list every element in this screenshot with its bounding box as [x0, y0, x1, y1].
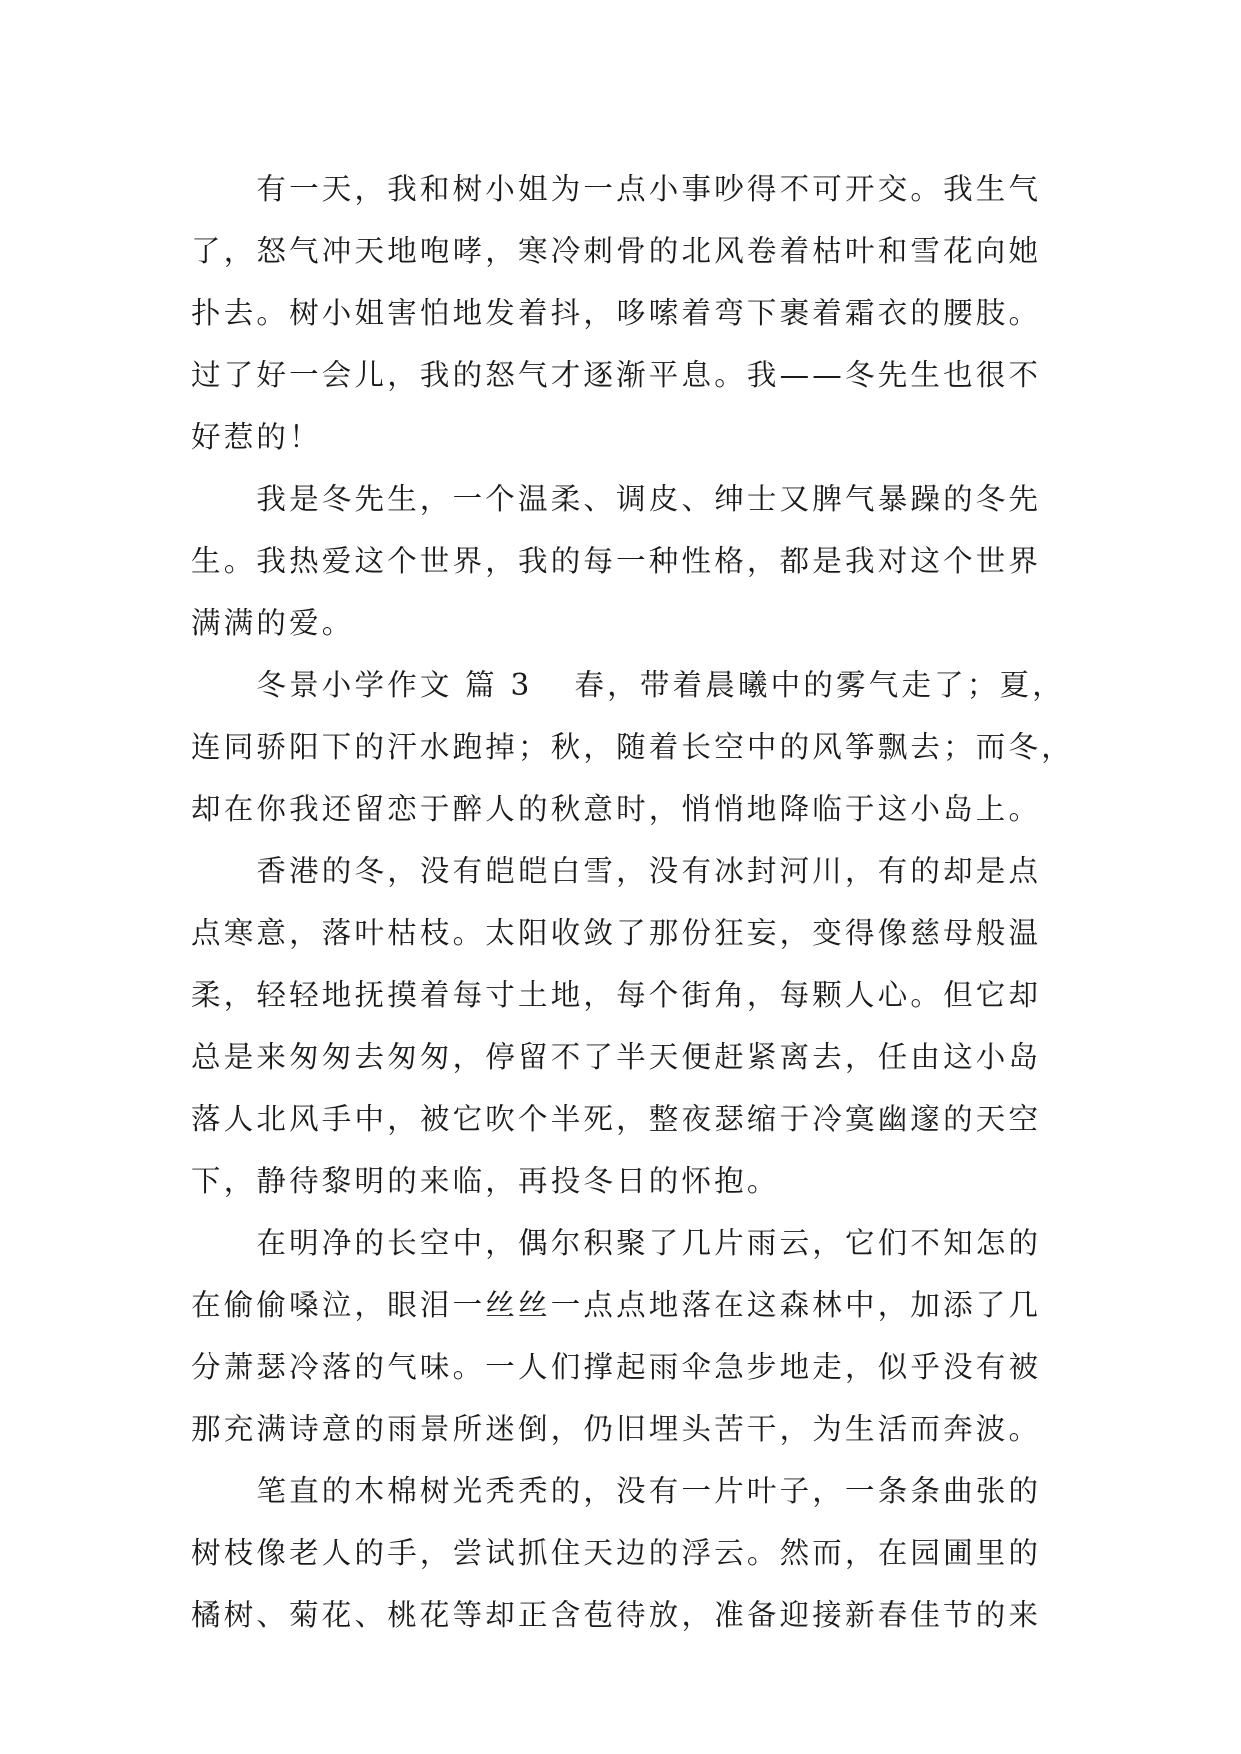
text-line: 扑去。树小姐害怕地发着抖，哆嗦着弯下裹着霜衣的腰肢。	[191, 296, 1042, 330]
section-heading: 冬景小学作文 篇 3	[191, 668, 533, 702]
text-line: 橘树、菊花、桃花等却正含苞待放，准备迎接新春佳节的来	[191, 1598, 1042, 1632]
text-line: 点寒意，落叶枯枝。太阳收敛了那份狂妄，变得像慈母般温	[191, 916, 1042, 950]
text-line: 总是来匆匆去匆匆，停留不了半天便赶紧离去，任由这小岛	[191, 1040, 1042, 1074]
text-line: 生。我热爱这个世界，我的每一种性格，都是我对这个世界	[191, 544, 1042, 578]
text-line: 却在你我还留恋于醉人的秋意时，悄悄地降临于这小岛上。	[191, 792, 1042, 826]
text-line: 了，怒气冲天地咆哮，寒冷刺骨的北风卷着枯叶和雪花向她	[191, 234, 1042, 268]
text-line: 下，静待黎明的来临，再投冬日的怀抱。	[191, 1164, 780, 1198]
text-line: 分萧瑟冷落的气味。一人们撑起雨伞急步地走，似乎没有被	[191, 1350, 1042, 1384]
text-line: 那充满诗意的雨景所迷倒，仍旧埋头苦干，为生活而奔波。	[191, 1412, 1042, 1446]
text-line: 树枝像老人的手，尝试抓住天边的浮云。然而，在园圃里的	[191, 1536, 1042, 1570]
text-line: 我是冬先生，一个温柔、调皮、绅士又脾气暴躁的冬先	[191, 482, 1042, 516]
text-line: 在偷偷嗓泣，眼泪一丝丝一点点地落在这森林中，加添了几	[191, 1288, 1042, 1322]
text-line: 满满的爱。	[191, 606, 355, 640]
text-line: 柔，轻轻地抚摸着每寸土地，每个街角，每颗人心。但它却	[191, 978, 1042, 1012]
section-first-sentence: 春，带着晨曦中的雾气走了；夏，	[574, 668, 1065, 702]
text-line: 落人北风手中，被它吹个半死，整夜瑟缩于冷寞幽邃的天空	[191, 1102, 1042, 1136]
text-line: 连同骄阳下的汗水跑掉；秋，随着长空中的风筝飘去；而冬，	[191, 730, 1074, 764]
text-line: 过了好一会儿，我的怒气才逐渐平息。我——冬先生也很不	[191, 358, 1042, 392]
text-line: 笔直的木棉树光秃秃的，没有一片叶子，一条条曲张的	[191, 1474, 1042, 1508]
text-line: 香港的冬，没有皑皑白雪，没有冰封河川，有的却是点	[191, 854, 1042, 888]
text-line: 有一天，我和树小姐为一点小事吵得不可开交。我生气	[191, 172, 1042, 206]
text-line: 在明净的长空中，偶尔积聚了几片雨云，它们不知怎的	[191, 1226, 1042, 1260]
section-heading-line	[191, 654, 1065, 716]
text-line: 好惹的！	[191, 420, 322, 454]
document-body	[191, 158, 1074, 1646]
